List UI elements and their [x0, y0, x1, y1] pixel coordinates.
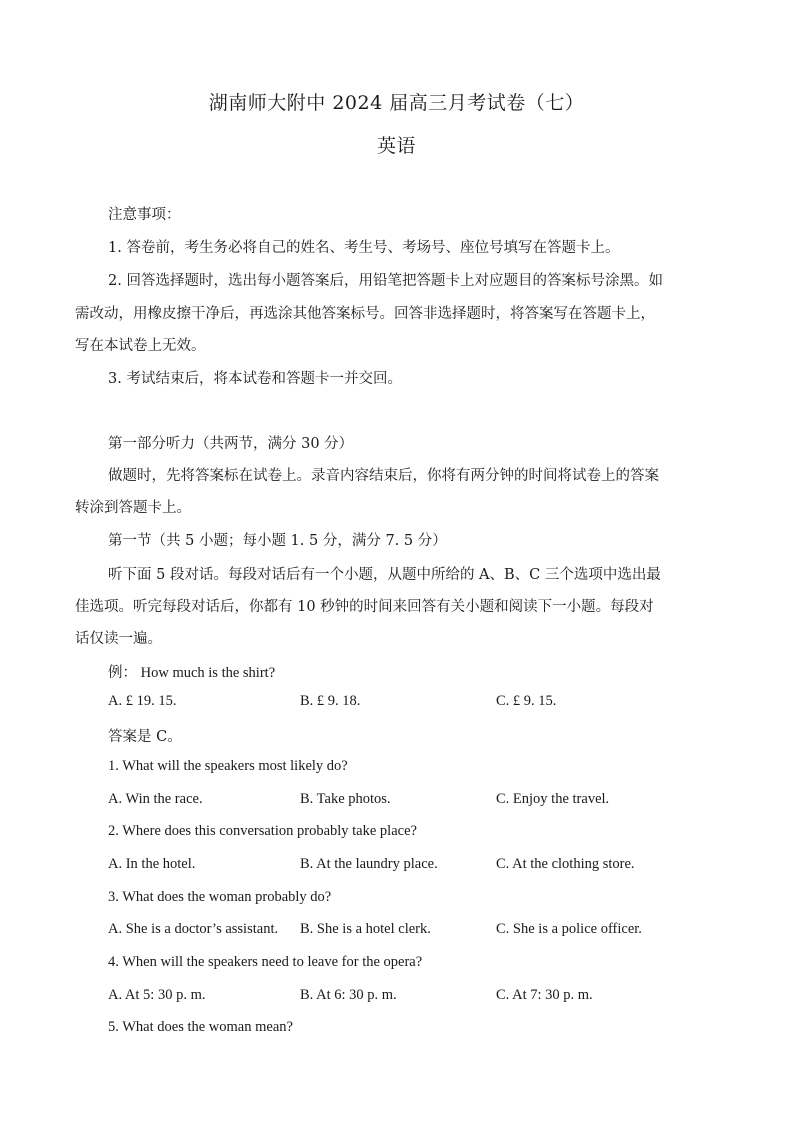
exam-title: 湖南师大附中 2024 届高三月考试卷（七）	[208, 92, 585, 114]
question-1-option-b: B. Take photos.	[300, 791, 391, 807]
question-3: 3. What does the woman probably do?	[108, 889, 332, 905]
question-3-option-c: C. She is a police officer.	[496, 921, 642, 937]
notice-item-2-line-1: 2. 回答选择题时，选出每小题答案后，用铅笔把答题卡上对应题目的答案标号涂黑。如	[108, 273, 663, 289]
example-answer: 答案是 C。	[108, 729, 182, 745]
notice-item-2-line-3: 写在本试卷上无效。	[75, 338, 206, 354]
section1-heading: 第一节（共 5 小题；每小题 1. 5 分，满分 7. 5 分）	[108, 533, 447, 549]
part1-instruction-line-2: 转涂到答题卡上。	[75, 500, 191, 516]
question-4: 4. When will the speakers need to leave for the opera?	[108, 954, 423, 970]
section1-instruction-line-1: 听下面 5 段对话。每段对话后有一个小题，从题中所给的 A、B、C 三个选项中选出最	[108, 567, 661, 583]
question-4-option-b: B. At 6: 30 p. m.	[300, 987, 397, 1003]
part1-instruction-line-1: 做题时，先将答案标在试卷上。录音内容结束后，你将有两分钟的时间将试卷上的答案	[108, 468, 659, 484]
notice-item-3: 3. 考试结束后，将本试卷和答题卡一并交回。	[108, 371, 402, 387]
question-2-option-a: A. In the hotel.	[108, 856, 196, 872]
notice-item-1: 1. 答卷前，考生务必将自己的姓名、考生号、考场号、座位号填写在答题卡上。	[108, 240, 620, 256]
subject-title: 英语	[376, 135, 416, 157]
question-3-option-b: B. She is a hotel clerk.	[300, 921, 431, 937]
example-option-b: B. £ 9. 18.	[300, 693, 361, 709]
question-2-option-b: B. At the laundry place.	[300, 856, 438, 872]
question-1-option-a: A. Win the race.	[108, 791, 203, 807]
question-1-option-c: C. Enjoy the travel.	[496, 791, 610, 807]
notice-item-2-line-2: 需改动，用橡皮擦干净后，再选涂其他答案标号。回答非选择题时，将答案写在答题卡上，	[75, 306, 655, 322]
question-1: 1. What will the speakers most likely do?	[108, 758, 348, 774]
question-4-option-c: C. At 7: 30 p. m.	[496, 987, 593, 1003]
question-3-option-a: A. She is a doctor’s assistant.	[108, 921, 279, 937]
part1-heading: 第一部分听力（共两节，满分 30 分）	[108, 436, 354, 452]
question-2-option-c: C. At the clothing store.	[496, 856, 635, 872]
example-option-c: C. £ 9. 15.	[496, 693, 557, 709]
notice-heading: 注意事项：	[108, 207, 181, 223]
example-question: 例： How much is the shirt?	[108, 665, 276, 681]
question-4-option-a: A. At 5: 30 p. m.	[108, 987, 206, 1003]
question-2: 2. Where does this conversation probably take place?	[108, 823, 417, 839]
section1-instruction-line-2: 佳选项。听完每段对话后，你都有 10 秒钟的时间来回答有关小题和阅读下一小题。每段对	[75, 599, 654, 615]
example-option-a: A. £ 19. 15.	[108, 693, 177, 709]
question-5: 5. What does the woman mean?	[108, 1019, 293, 1035]
section1-instruction-line-3: 话仅读一遍。	[75, 631, 162, 647]
